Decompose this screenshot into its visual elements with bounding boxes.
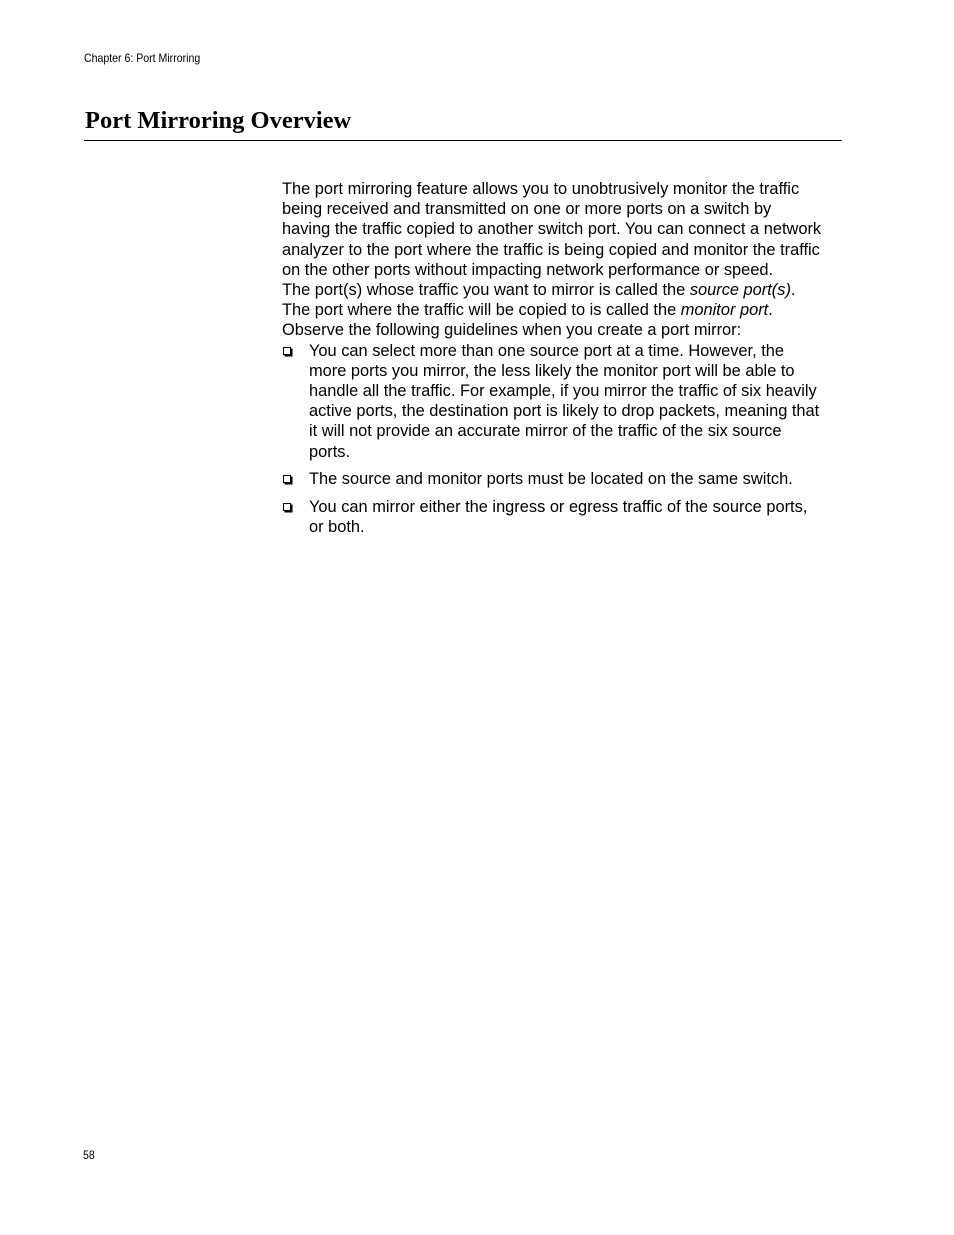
guidelines-intro: Observe the following guidelines when you create a port mirror: xyxy=(282,321,742,340)
guideline-line: You can select more than one source port at a time. However, the xyxy=(309,341,784,360)
definition-punct: . xyxy=(790,281,796,300)
hollow-square-bullet-icon xyxy=(283,475,291,483)
guideline-line: ports. xyxy=(309,442,350,461)
guideline-line: it will not provide an accurate mirror of the traffic of the six source xyxy=(309,422,782,441)
guideline-line: active ports, the destination port is likely to drop packets, meaning that xyxy=(309,402,820,421)
intro-line: The port mirroring feature allows you to unobtrusively monitor the traffic xyxy=(282,180,800,198)
page-number: 58 xyxy=(83,1148,95,1162)
guideline-item xyxy=(282,341,844,462)
intro-line: having the traffic copied to another switch port. You can connect a network xyxy=(282,220,822,239)
guideline-line: or both. xyxy=(309,518,365,537)
term-source-ports: source port(s) xyxy=(689,281,791,300)
intro-line: being received and transmitted on one or more ports on a switch by xyxy=(282,200,772,219)
definitions-paragraph xyxy=(282,280,844,320)
guideline-line: The source and monitor ports must be located on the same switch. xyxy=(309,470,793,489)
hollow-square-bullet-icon xyxy=(283,503,291,511)
definition-text: The port where the traffic will be copied to is called the xyxy=(282,301,681,320)
guideline-line: handle all the traffic. For example, if you mirror the traffic of six heavily xyxy=(309,382,817,401)
guideline-line: more ports you mirror, the less likely the monitor port will be able to xyxy=(309,361,795,380)
running-header: Chapter 6: Port Mirroring xyxy=(84,51,201,65)
hollow-square-bullet-icon xyxy=(283,347,291,355)
intro-line: on the other ports without impacting network performance or speed. xyxy=(282,260,774,279)
definition-line-source xyxy=(282,280,844,300)
body-text xyxy=(282,179,844,545)
guideline-list xyxy=(282,341,844,538)
title-rule xyxy=(84,140,842,141)
intro-paragraph xyxy=(282,179,844,280)
guideline-item xyxy=(282,497,844,537)
guideline-line: You can mirror either the ingress or egress traffic of the source ports, xyxy=(309,498,808,517)
definition-punct: . xyxy=(768,301,773,320)
term-monitor-port: monitor port xyxy=(680,301,769,320)
section-title: Port Mirroring Overview xyxy=(85,107,352,134)
definition-line-monitor xyxy=(282,300,844,320)
definition-text: The port(s) whose traffic you want to mirror is called the xyxy=(282,281,690,300)
intro-line: analyzer to the port where the traffic is being copied and monitor the traffic xyxy=(282,240,820,259)
guideline-item xyxy=(282,469,844,489)
